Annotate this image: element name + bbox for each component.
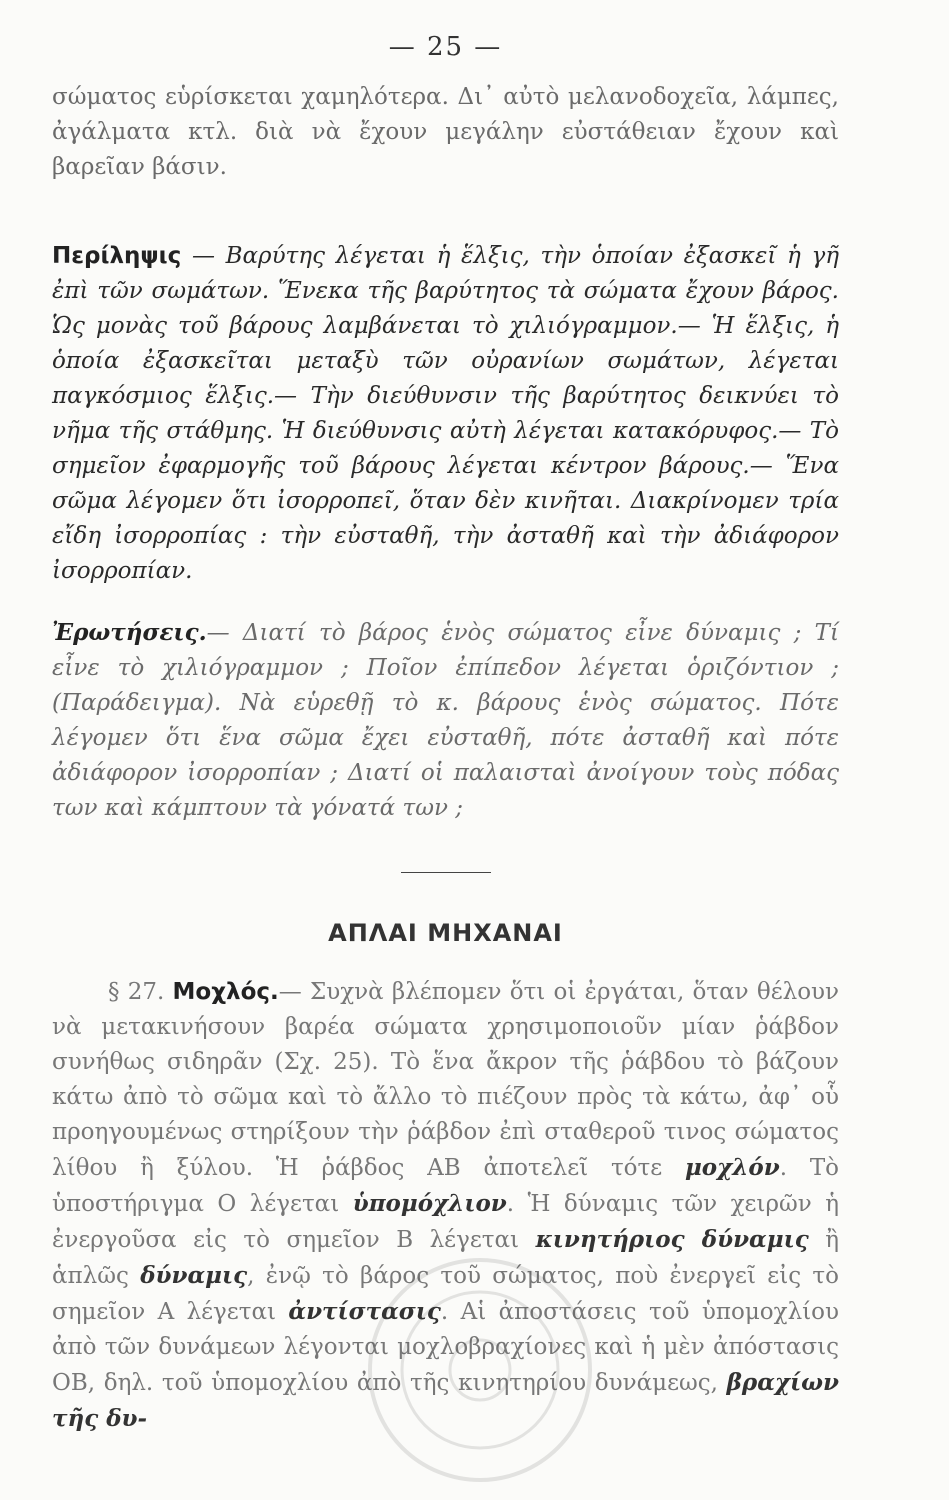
page-number: — 25 —: [388, 32, 503, 62]
questions-text: Διατί τὸ βάρος ἑνὸς σώματος εἶνε δύναμις ; Τί εἶνε τὸ χιλιόγραμμον ; Ποῖον ἐπίπεδον λέγεται ὁριζόντιον ; (Παράδειγμα). Νὰ εὑρεθῇ τὸ κ. βάρους ἑνὸς σώματος. Πότε λέγομεν ὅτι ἕνα σῶμα ἔχει εὐσταθῆ, πότε ἀσταθῆ καὶ πότε ἀδιάφορον ἰσορροπίαν ; Διατί οἱ παλαισταὶ ἀνοίγουν τοὺς πόδας των καὶ κάμπτουν τὰ γόνατά των ;: [52, 620, 840, 821]
questions-paragraph: [52, 615, 839, 826]
term-lever: μοχλόν: [684, 1154, 780, 1181]
lever-text-4: ἢ ἁπλῶς: [52, 1227, 840, 1289]
lever-dash: —: [278, 979, 310, 1005]
lever-text-3: . Ἡ δύναμις τῶν χειρῶν ἡ ἐνεργοῦσα εἰς τὸ σημεῖον Β λέγεται: [52, 1191, 840, 1253]
term-force: δύναμις: [140, 1262, 248, 1289]
section-title: ΑΠΛΑΙ ΜΗΧΑΝΑΙ: [328, 919, 563, 947]
lever-text-2: . Τὸ ὑποστήριγμα Ο λέγεται: [52, 1155, 840, 1217]
lever-paragraph: [52, 975, 839, 1437]
term-driving-force: κινητήριος δύναμις: [535, 1226, 809, 1253]
summary-paragraph: [52, 239, 839, 589]
term-fulcrum: ὑπομόχλιον: [352, 1190, 507, 1217]
lever-text-6: . Αἱ ἀποστάσεις τοῦ ὑπομοχλίου ἀπὸ τῶν δυνάμεων λέγονται μοχλοβραχίονες καὶ ἡ μὲν ἀπόστασις ΟΒ, δηλ. τοῦ ὑπομοχλίου ἀπὸ τῆς κινητηρίου δυνάμεως,: [52, 1299, 839, 1396]
section-number: § 27.: [108, 979, 165, 1005]
section-divider: [401, 872, 491, 873]
questions-dash: —: [206, 620, 243, 646]
summary-label: Περίληψις: [52, 243, 182, 269]
term-resistance: ἀντίστασις: [288, 1298, 441, 1325]
questions-label: Ἐρωτήσεις.: [52, 619, 207, 646]
lever-heading: Μοχλός.: [172, 979, 279, 1005]
lever-text-5: , ἐνῷ τὸ βάρος τοῦ σώματος, ποὺ ἐνεργεῖ εἰς τὸ σημεῖον Α λέγεται: [52, 1263, 839, 1325]
term-arm: βραχίων τῆς δυ-: [52, 1369, 840, 1432]
lead-paragraph: σώματος εὑρίσκεται χαμηλότερα. Δι᾽ αὐτὸ μελανοδοχεῖα, λάμπες, ἀγάλματα κτλ. διὰ νὰ ἔχουν μεγάλην εὐστάθειαν ἔχουν καὶ βαρεῖαν βάσιν.: [52, 84, 839, 180]
summary-dash: —: [181, 243, 226, 269]
summary-text: Βαρύτης λέγεται ἡ ἕλξις, τὴν ὁποίαν ἐξασκεῖ ἡ γῆ ἐπὶ τῶν σωμάτων. Ἕνεκα τῆς βαρύτητος τὰ σώματα ἔχουν βάρος. Ὡς μονὰς τοῦ βάρους λαμβάνεται τὸ χιλιόγραμμον.— Ἡ ἕλξις, ἡ ὁποία ἐξασκεῖται μεταξὺ τῶν οὐρανίων σωμάτων, λέγεται παγκόσμιος ἕλξις.— Τὴν διεύθυνσιν τῆς βαρύτητος δεικνύει τὸ νῆμα τῆς στάθμης. Ἡ διεύθυνσις αὐτὴ λέγεται κατακόρυφος.— Τὸ σημεῖον ἐφαρμογῆς τοῦ βάρους λέγεται κέντρον βάρους.— Ἕνα σῶμα λέγομεν ὅτι ἰσορροπεῖ, ὅταν δὲν κινῆται. Διακρίνομεν τρία εἴδη ἰσορροπίας : τὴν εὐσταθῆ, τὴν ἀσταθῆ καὶ τὴν ἀδιάφορον ἰσορροπίαν.: [52, 243, 840, 584]
lever-text-1: Συχνὰ βλέπομεν ὅτι οἱ ἐργάται, ὅταν θέλουν νὰ μετακινήσουν βαρέα σώματα χρησιμοποιοῦν μίαν ῥάβδον συνήθως σιδηρᾶν (Σχ. 25). Τὸ ἕνα ἄκρον τῆς ῥάβδου τὸ βάζουν κάτω ἀπὸ τὸ σῶμα καὶ τὸ ἄλλο τὸ πιέζουν πρὸς τὰ κάτω, ἀφ᾽ οὗ προηγουμένως στηρίξουν τὴν ῥάβδον ἐπὶ σταθεροῦ τινος σώματος λίθου ἢ ξύλου. Ἡ ῥάβδος ΑΒ ἀποτελεῖ τότε: [52, 979, 840, 1181]
